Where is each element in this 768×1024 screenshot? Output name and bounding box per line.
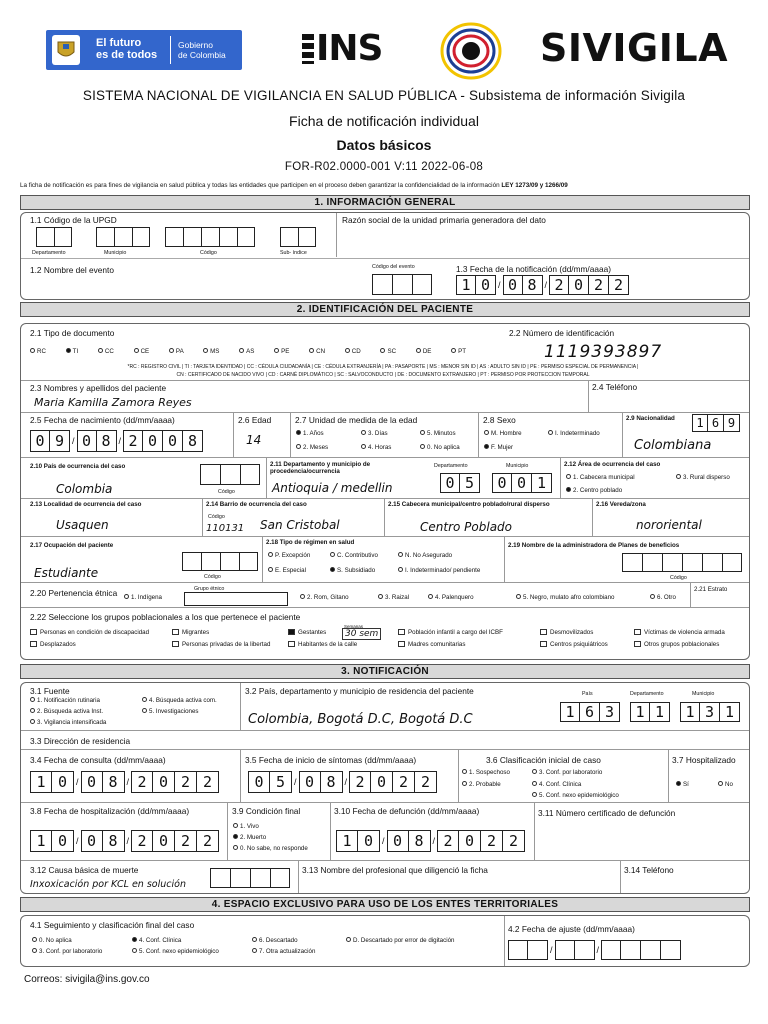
birth-date-label: 2.5 Fecha de nacimiento (dd/mm/aaaa) <box>30 415 175 425</box>
mun-caption-3: Municipio <box>692 691 715 697</box>
semanas-value[interactable]: 30 sem <box>342 628 381 640</box>
telefono-prof-label: 3.14 Teléfono <box>624 865 674 875</box>
clasif-laboratorio[interactable]: 3. Conf. por laboratorio <box>532 769 602 776</box>
country-occ-value[interactable]: Colombia <box>56 482 113 496</box>
pais-caption: País <box>582 691 593 697</box>
sivigila-logo-text: SIVIGILA <box>540 26 729 70</box>
condicion-label: 3.9 Condición final <box>232 806 301 816</box>
dep-code-field[interactable]: 1 1 <box>630 702 670 722</box>
age-value[interactable]: 14 <box>246 433 262 447</box>
grupo-discapacidad[interactable]: Personas en condición de discapacidad <box>30 629 149 636</box>
ocupacion-label: 2.17 Ocupación del paciente <box>30 542 114 549</box>
reg-indeterminado[interactable]: I. Indeterminado/ pendiente <box>398 567 480 574</box>
ocup-code-caption: Código <box>204 574 221 580</box>
age-label: 2.6 Edad <box>238 415 272 425</box>
seg-nexo[interactable]: 5. Conf. nexo epidemiológico <box>132 948 219 955</box>
residencia-value[interactable]: Colombia, Bogotá D.C, Bogotá D.C <box>248 712 473 727</box>
cond-vivo[interactable]: 1. Vivo <box>233 823 259 830</box>
seg-clinica[interactable]: 4. Conf. Clínica <box>132 937 181 944</box>
grupo-otros[interactable]: Otros grupos poblacionales <box>634 641 719 648</box>
hosp-no[interactable]: No <box>718 781 733 788</box>
age-unit-days[interactable]: 3. Días <box>361 430 388 437</box>
area-rural[interactable]: 3. Rural disperso <box>676 474 730 481</box>
section-3-header: 3. NOTIFICACIÓN <box>20 664 750 679</box>
age-unit-months[interactable]: 2. Meses <box>296 444 328 451</box>
dept-caption: Departamento <box>434 463 468 469</box>
consulta-date-label: 3.4 Fecha de consulta (dd/mm/aaaa) <box>30 755 166 765</box>
ocupacion-code[interactable] <box>182 552 258 571</box>
barrio-code-value[interactable]: 110131 <box>206 523 245 534</box>
country-occ-label: 2.10 País de ocurrencia del caso <box>30 463 126 470</box>
cod-caption: Código <box>200 250 217 256</box>
doc-legend-1: *RC : REGISTRO CIVIL | TI : TARJETA IDENTIDAD | CC : CÉDULA CIUDADANÍA | CE : CÉDULA EXTRANJERÍA | PA : PASAPORTE | MS : MENOR SIN ID | AS : ADULTO SIN ID | PE : PERMISO ESPECIAL DE PERMANENCIA | <box>127 364 639 370</box>
defuncion-date-label: 3.10 Fecha de defunción (dd/mm/aaaa) <box>334 806 480 816</box>
etnia-label: 2.20 Pertenencia étnica <box>30 588 118 598</box>
seg-otra[interactable]: 7. Otra actualización <box>252 948 315 955</box>
estrato-label: 2.21 Estrato <box>694 586 728 593</box>
seg-noaplica[interactable]: 0. No aplica <box>32 937 72 944</box>
sivigila-emblem-icon <box>440 22 502 80</box>
grupo-desmovilizados[interactable]: Desmovilizados <box>540 629 593 636</box>
etnia-negro[interactable]: 5. Negro, mulato afro colombiano <box>516 594 615 601</box>
law-reference: LEY 1273/09 y 1266/09 <box>501 182 568 189</box>
disclaimer: La ficha de notificación es para fines de vigilancia en salud pública y todas las entidades que participen en el proceso deben garantizar la confidencialidad de la información LEY 1273/09 y 1266/09 <box>20 182 568 189</box>
mun-code[interactable]: 0 0 1 <box>492 473 552 493</box>
gov-right2: de Colombia <box>178 50 226 60</box>
reg-noasegurado[interactable]: N. No Asegurado <box>398 552 452 559</box>
event-code-cells[interactable] <box>372 274 432 295</box>
mun-caption-2: Municipio <box>506 463 529 469</box>
age-unit-hours[interactable]: 4. Horas <box>361 444 391 451</box>
grupo-etnico-box[interactable] <box>184 592 288 606</box>
nationality-value[interactable]: Colombiana <box>634 438 712 453</box>
dep-caption: Departamento <box>32 250 66 256</box>
sex-label: 2.8 Sexo <box>483 415 516 425</box>
grupo-icbf[interactable]: Población infantil a cargo del ICBF <box>398 629 503 636</box>
nationality-code[interactable]: 1 6 9 <box>692 414 740 432</box>
country-occ-code[interactable] <box>200 464 260 485</box>
upgd-cod-cells[interactable] <box>165 227 255 247</box>
hosp-si[interactable]: Sí <box>676 781 689 788</box>
fuente-busqueda-com[interactable]: 4. Búsqueda activa com. <box>142 697 217 704</box>
causa-value[interactable]: Inxoxicación por KCL en solución <box>30 879 186 890</box>
country-code-caption: Código <box>218 489 235 495</box>
cabecera-label: 2.15 Cabecera municipal/centro poblado/rural disperso <box>388 501 550 508</box>
eapb-label: 2.19 Nombre de la administradora de Planes de beneficios <box>508 542 680 549</box>
grupo-madres[interactable]: Madres comunitarias <box>398 641 465 648</box>
dep-caption-3: Departamento <box>630 691 664 697</box>
section-1-header: 1. INFORMACIÓN GENERAL <box>20 195 750 210</box>
ocupacion-value[interactable]: Estudiante <box>34 566 99 580</box>
name-label: 2.3 Nombres y apellidos del paciente <box>30 383 167 393</box>
clasif-probable[interactable]: 2. Probable <box>462 781 501 788</box>
fuente-investigaciones[interactable]: 5. Investigaciones <box>142 708 199 715</box>
section-4-header: 4. ESPACIO EXCLUSIVO PARA USO DE LOS ENTES TERRITORIALES <box>20 897 750 912</box>
barrio-code-caption: Código <box>208 514 225 520</box>
cond-muerto[interactable]: 2. Muerto <box>233 834 266 841</box>
razon-social-label: Razón social de la unidad primaria generadora del dato <box>342 215 546 225</box>
doc-type-options[interactable]: RC TI CC CE PA MS AS PE CN CD SC DE PT <box>30 348 466 355</box>
id-number-label: 2.2 Número de identificación <box>509 328 615 338</box>
ajuste-date-field[interactable]: / / <box>508 940 681 960</box>
notif-date-label: 1.3 Fecha de la notificación (dd/mm/aaaa) <box>456 264 611 274</box>
form-code: FOR-R02.0000-001 V:11 2022-06-08 <box>284 161 484 173</box>
etnia-raizal[interactable]: 3. Raizal <box>378 594 409 601</box>
grupo-migrantes[interactable]: Migrantes <box>172 629 209 636</box>
reg-excepcion[interactable]: P. Excepción <box>268 552 310 559</box>
form-section-title: Datos básicos <box>336 137 432 153</box>
reg-contributivo[interactable]: C. Contributivo <box>330 552 378 559</box>
reg-especial[interactable]: E. Especial <box>268 567 306 574</box>
seg-laboratorio[interactable]: 3. Conf. por laboratorio <box>32 948 102 955</box>
name-value[interactable]: Maria Kamilla Zamora Reyes <box>34 396 192 409</box>
hosp-label: 3.7 Hospitalizado <box>672 755 736 765</box>
eapb-code-caption: Código <box>670 575 687 581</box>
upgd-mun-cells[interactable] <box>96 227 150 247</box>
sex-male[interactable]: M. Hombre <box>484 430 522 437</box>
sintomas-date-field[interactable]: 0 5 / 0 8 / 2 0 2 2 <box>248 771 437 793</box>
system-title: SISTEMA NACIONAL DE VIGILANCIA EN SALUD PÚBLICA - Subsistema de información Sivigila <box>82 88 686 103</box>
seguimiento-label: 4.1 Seguimiento y clasificación final del caso <box>30 920 195 930</box>
upgd-dep-cells[interactable] <box>36 227 72 247</box>
cert-label: 3.11 Número certificado de defunción <box>538 808 676 818</box>
etnia-palenquero[interactable]: 4. Palenquero <box>428 594 474 601</box>
semanas-caption: Semanas <box>344 624 364 629</box>
ins-bars-icon <box>302 34 314 64</box>
cabecera-value[interactable]: Centro Poblado <box>420 520 513 534</box>
ins-text: INS <box>316 28 383 69</box>
gov-right1: Gobierno <box>178 40 213 50</box>
fuente-intensificada[interactable]: 3. Vigilancia intensificada <box>30 719 106 726</box>
footer-email[interactable]: Correos: sivigila@ins.gov.co <box>24 974 150 985</box>
profesional-label: 3.13 Nombre del profesional que diligenció la ficha <box>302 865 488 875</box>
phone-label: 2.4 Teléfono <box>592 382 638 392</box>
area-centro[interactable]: 2. Centro poblado <box>566 487 622 494</box>
vereda-label: 2.16 Vereda/zona <box>596 501 646 508</box>
dept-mun-value[interactable]: Antioquia / medellin <box>272 481 393 495</box>
sintomas-date-label: 3.5 Fecha de inicio de síntomas (dd/mm/aaaa) <box>245 755 417 765</box>
fuente-busqueda-inst[interactable]: 2. Búsqueda activa Inst. <box>30 708 103 715</box>
mun-code-field[interactable]: 1 3 1 <box>680 702 740 722</box>
localidad-value[interactable]: Usaquen <box>56 518 109 532</box>
etnia-indigena[interactable]: 1. Indígena <box>124 594 162 601</box>
barrio-label: 2.14 Barrio de ocurrencia del caso <box>206 501 307 508</box>
fuente-rutinaria[interactable]: 1. Notificación rutinaria <box>30 697 100 704</box>
gobierno-colombia-logo <box>46 30 242 70</box>
area-cabecera[interactable]: 1. Cabecera municipal <box>566 474 635 481</box>
grupo-desplazados[interactable]: Desplazados <box>30 641 76 648</box>
grupo-privados[interactable]: Personas privadas de la libertad <box>172 641 270 648</box>
clasif-sospechoso[interactable]: 1. Sospechoso <box>462 769 510 776</box>
section-2-header: 2. IDENTIFICACIÓN DEL PACIENTE <box>20 302 750 317</box>
consulta-date-field[interactable]: 1 0 / 0 8 / 2 0 2 2 <box>30 771 219 793</box>
area-label: 2.12 Área de ocurrencia del caso <box>564 461 661 468</box>
notif-date-field[interactable]: 1 0 / 0 8 / 2 0 2 2 <box>456 275 629 295</box>
clasif-nexo[interactable]: 5. Conf. nexo epidemiológico <box>532 792 619 799</box>
regimen-label: 2.18 Tipo de régimen en salud <box>266 539 355 546</box>
gov-line2: es de todos <box>96 49 158 61</box>
causa-code[interactable] <box>210 868 290 888</box>
barrio-value[interactable]: San Cristobal <box>260 518 340 532</box>
vereda-value[interactable]: nororiental <box>636 518 702 532</box>
dept-code[interactable]: 0 5 <box>440 473 480 493</box>
upgd-sub-cells[interactable] <box>280 227 316 247</box>
sex-indet[interactable]: I. Indeterminado <box>548 430 600 437</box>
sex-female[interactable]: F. Mujer <box>484 444 513 451</box>
form-subtitle: Ficha de notificación individual <box>289 113 479 129</box>
hosp-date-label: 3.8 Fecha de hospitalización (dd/mm/aaaa) <box>30 806 190 816</box>
clasif-clinica[interactable]: 4. Conf. Clínica <box>532 781 581 788</box>
age-unit-years[interactable]: 1. Años <box>296 430 324 437</box>
defuncion-date-field[interactable]: 1 0 / 0 8 / 2 0 2 2 <box>336 830 525 852</box>
coat-of-arms-icon <box>52 35 80 65</box>
upgd-label: 1.1 Código de la UPGD <box>30 215 117 225</box>
gov-line1: El futuro <box>96 37 142 49</box>
grupo-gestantes[interactable]: Gestantes <box>288 629 326 636</box>
grupo-etnico-caption: Grupo étnico <box>194 586 225 592</box>
clasif-label: 3.6 Clasificación inicial de caso <box>486 755 601 765</box>
grupo-calle[interactable]: Habitantes de la calle <box>288 641 357 648</box>
cond-nosabe[interactable]: 0. No sabe, no responde <box>233 845 308 852</box>
etnia-otro[interactable]: 6. Otro <box>650 594 676 601</box>
reg-subsidiado[interactable]: S. Subsidiado <box>330 567 375 574</box>
grupo-psiquiatricos[interactable]: Centros psiquiátricos <box>540 641 608 648</box>
age-unit-minutes[interactable]: 5. Minutos <box>420 430 456 437</box>
pais-code-field[interactable]: 1 6 3 <box>560 702 620 722</box>
grupo-victimas[interactable]: Víctimas de violencia armada <box>634 629 725 636</box>
etnia-rom[interactable]: 2. Rom, Gitano <box>300 594 349 601</box>
event-name-label: 1.2 Nombre del evento <box>30 265 114 275</box>
dept-mun-label: 2.11 Departamento y municipio de procedencia/ocurrencia <box>270 461 371 475</box>
id-number-value[interactable]: 1119393897 <box>544 342 663 362</box>
hosp-date-field[interactable]: 1 0 / 0 8 / 2 0 2 2 <box>30 830 219 852</box>
event-code-label: Código del evento <box>372 264 415 270</box>
birth-date-field[interactable]: 0 9 / 0 8 / 2 0 0 8 <box>30 430 203 452</box>
direccion-label: 3.3 Dirección de residencia <box>30 736 131 746</box>
nationality-label: 2.9 Nacionalidad <box>626 415 675 422</box>
ajuste-date-label: 4.2 Fecha de ajuste (dd/mm/aaaa) <box>508 924 635 934</box>
doc-legend-2: CN : CERTIFICADO DE NACIDO VIVO | CD : CARNÉ DIPLOMÁTICO | SC : SALVOCONDUCTO | DE : DOCUMENTO EXTRANJERO | PT : PERMISO POR PROTECCION TEMPORAL <box>176 372 590 378</box>
mun-caption: Municipio <box>104 250 127 256</box>
doc-type-label: 2.1 Tipo de documento <box>30 328 115 338</box>
localidad-label: 2.13 Localidad de ocurrencia del caso <box>30 501 142 508</box>
causa-label: 3.12 Causa básica de muerte <box>30 865 139 875</box>
residencia-label: 3.2 País, departamento y municipio de residencia del paciente <box>245 686 474 696</box>
seg-descartado[interactable]: 6. Descartado <box>252 937 298 944</box>
seg-error[interactable]: D. Descartado por error de digitación <box>346 937 454 944</box>
ins-logo <box>302 28 382 69</box>
fuente-label: 3.1 Fuente <box>30 686 70 696</box>
grupos-label: 2.22 Seleccione los grupos poblacionales a los que pertenece el paciente <box>30 612 301 622</box>
sub-caption: Sub- índice <box>280 250 307 256</box>
age-unit-na[interactable]: 0. No aplica <box>420 444 460 451</box>
eapb-code[interactable] <box>622 553 742 572</box>
age-unit-label: 2.7 Unidad de medida de la edad <box>295 415 418 425</box>
